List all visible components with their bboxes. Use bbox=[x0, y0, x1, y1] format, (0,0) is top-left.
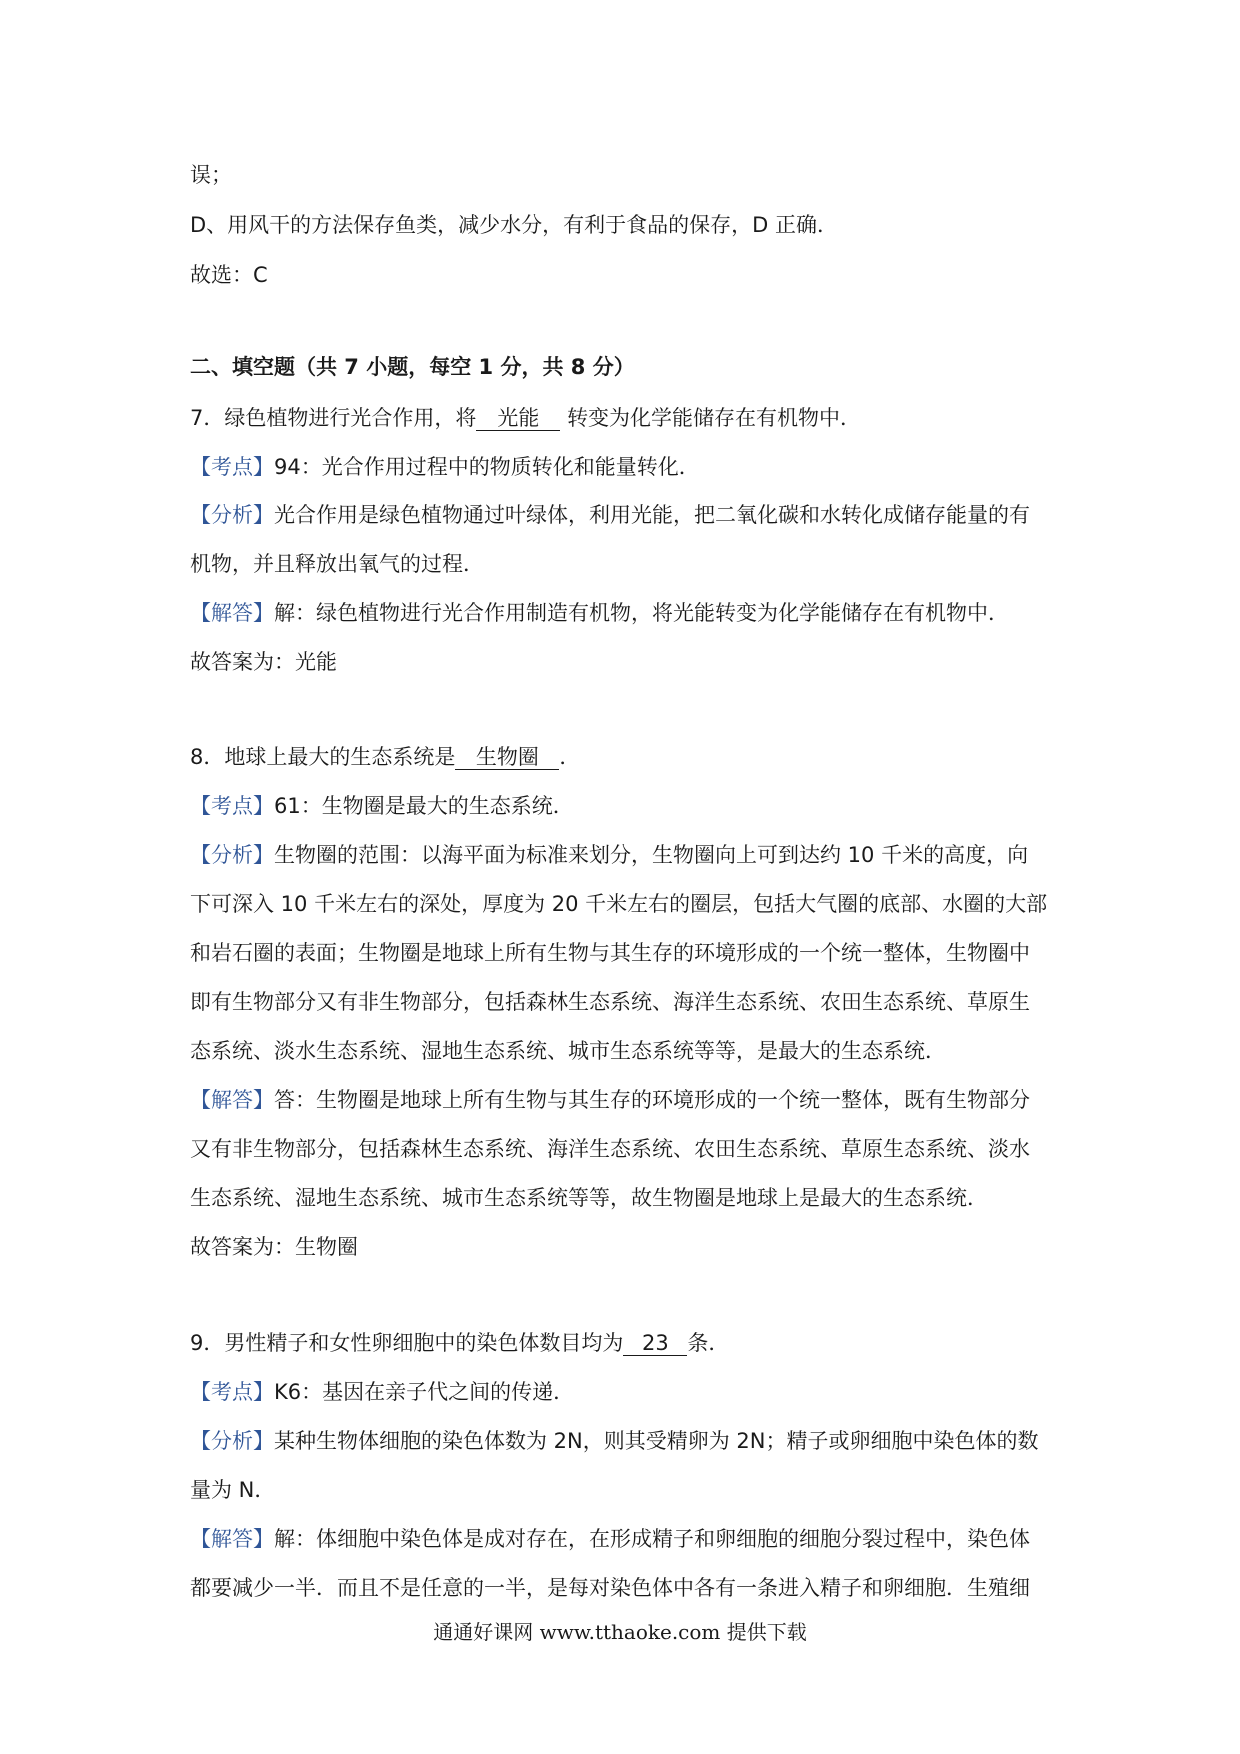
question-9-stem bbox=[190, 1328, 729, 1358]
kaodian-text: 94：光合作用过程中的物质转化和能量转化． bbox=[274, 455, 700, 479]
answer-blank: 生物圈 bbox=[455, 745, 559, 770]
question-text: 8．地球上最大的生态系统是 bbox=[190, 745, 456, 769]
text-line: 下可深入 10 千米左右的深处，厚度为 20 千米左右的圈层，包括大气圈的底部、水圈的大部 bbox=[190, 892, 1048, 916]
answer-line: 故答案为：生物圈 bbox=[190, 1235, 358, 1259]
text-line: 机物，并且释放出氧气的过程． bbox=[190, 552, 484, 576]
kaodian-tag: 【考点】 bbox=[190, 455, 274, 479]
text-line: 误； bbox=[190, 163, 232, 187]
kaodian-text: K6：基因在亲子代之间的传递． bbox=[274, 1380, 575, 1404]
page-footer: 通通好课网 www.tthaoke.com 提供下载 bbox=[433, 1620, 807, 1644]
jieda-text: 解：体细胞中染色体是成对存在，在形成精子和卵细胞的细胞分裂过程中，染色体 bbox=[274, 1527, 1030, 1551]
fenxi-text: 生物圈的范围：以海平面为标准来划分，生物圈向上可到达约 10 千米的高度，向 bbox=[274, 843, 1029, 867]
kaodian-line bbox=[190, 452, 700, 482]
fenxi-line bbox=[190, 500, 1030, 530]
fenxi-tag: 【分析】 bbox=[190, 1429, 274, 1453]
jieda-line bbox=[190, 598, 1009, 628]
text-line: 都要减少一半．而且不是任意的一半，是每对染色体中各有一条进入精子和卵细胞．生殖细 bbox=[190, 1576, 1030, 1600]
question-text: 转变为化学能储存在有机物中． bbox=[567, 406, 862, 430]
text-line: D、用风干的方法保存鱼类，减少水分，有利于食品的保存，D 正确． bbox=[190, 213, 839, 237]
text-line: 和岩石圈的表面；生物圈是地球上所有生物与其生存的环境形成的一个统一整体，生物圈中 bbox=[190, 941, 1030, 965]
kaodian-tag: 【考点】 bbox=[190, 1380, 274, 1404]
fenxi-tag: 【分析】 bbox=[190, 843, 274, 867]
text-line: 量为 N． bbox=[190, 1478, 276, 1502]
jieda-line bbox=[190, 1085, 1030, 1115]
kaodian-text: 61：生物圈是最大的生态系统． bbox=[274, 794, 574, 818]
jieda-tag: 【解答】 bbox=[190, 1088, 274, 1112]
text-line: 又有非生物部分，包括森林生态系统、海洋生态系统、农田生态系统、草原生态系统、淡水 bbox=[190, 1137, 1030, 1161]
jieda-tag: 【解答】 bbox=[190, 601, 274, 625]
question-7-stem bbox=[190, 403, 861, 433]
jieda-text: 解：绿色植物进行光合作用制造有机物，将光能转变为化学能储存在有机物中． bbox=[274, 601, 1009, 625]
kaodian-line bbox=[190, 1377, 574, 1407]
text-line: 态系统、淡水生态系统、湿地生态系统、城市生态系统等等，是最大的生态系统． bbox=[190, 1039, 946, 1063]
fenxi-text: 某种生物体细胞的染色体数为 2N，则其受精卵为 2N；精子或卵细胞中染色体的数 bbox=[274, 1429, 1039, 1453]
question-8-stem bbox=[190, 742, 580, 772]
jieda-text: 答：生物圈是地球上所有生物与其生存的环境形成的一个统一整体，既有生物部分 bbox=[274, 1088, 1030, 1112]
kaodian-tag: 【考点】 bbox=[190, 794, 274, 818]
section-title: 二、填空题（共 7 小题，每空 1 分，共 8 分） bbox=[190, 355, 635, 379]
answer-blank: 23 bbox=[623, 1331, 687, 1356]
question-text: ． bbox=[559, 745, 581, 769]
fenxi-text: 光合作用是绿色植物通过叶绿体，利用光能，把二氧化碳和水转化成储存能量的有 bbox=[274, 503, 1030, 527]
kaodian-line bbox=[190, 791, 574, 821]
fenxi-line bbox=[190, 1426, 1039, 1456]
question-text: 7．绿色植物进行光合作用，将 bbox=[190, 406, 477, 430]
question-text: 条． bbox=[687, 1331, 730, 1355]
text-line: 故选：C bbox=[190, 263, 268, 287]
text-line: 生态系统、湿地生态系统、城市生态系统等等，故生物圈是地球上是最大的生态系统． bbox=[190, 1186, 988, 1210]
jieda-tag: 【解答】 bbox=[190, 1527, 274, 1551]
answer-blank: 光能 bbox=[476, 406, 560, 431]
fenxi-tag: 【分析】 bbox=[190, 503, 274, 527]
jieda-line bbox=[190, 1524, 1030, 1554]
text-line: 即有生物部分又有非生物部分，包括森林生态系统、海洋生态系统、农田生态系统、草原生 bbox=[190, 990, 1030, 1014]
fenxi-line bbox=[190, 840, 1028, 870]
answer-line: 故答案为：光能 bbox=[190, 650, 337, 674]
question-text: 9．男性精子和女性卵细胞中的染色体数目均为 bbox=[190, 1331, 624, 1355]
